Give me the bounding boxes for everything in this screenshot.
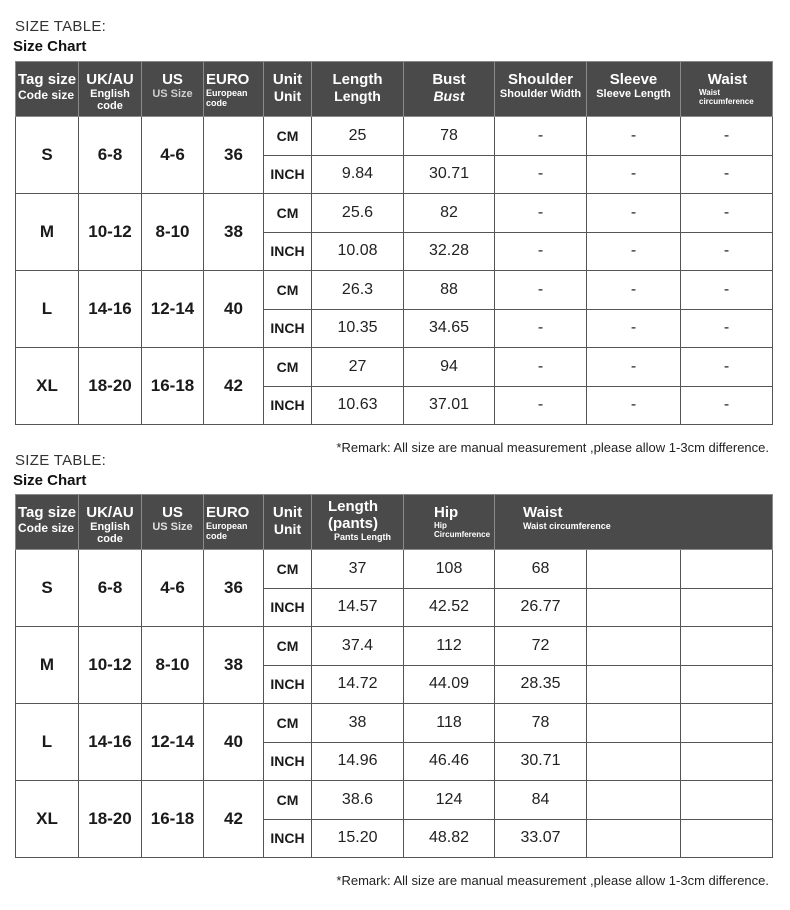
section-label: SIZE TABLE: [15, 18, 107, 35]
euro-size: 42 [204, 781, 264, 858]
header-sub: European code [206, 521, 248, 541]
header-main: Waist [707, 71, 748, 88]
header-sub: European code [206, 88, 248, 108]
measurement-cell: 44.09 [404, 665, 495, 704]
header-main: Shoulder [507, 71, 573, 88]
measurement-cell: 9.84 [312, 155, 404, 194]
table-row [16, 117, 773, 156]
measurement-cell: 42.52 [404, 588, 495, 627]
measurement-cell: 25 [312, 117, 404, 156]
measurement-cell: 112 [404, 627, 495, 666]
header-sub: Waist circumference [523, 521, 611, 531]
header-euro [204, 495, 264, 550]
measurement-cell [681, 627, 773, 666]
header-sub: Bust [433, 88, 465, 104]
header-sub: Waist circumference [699, 88, 754, 106]
measurement-cell: - [587, 232, 681, 271]
uk-au-size: 10-12 [79, 627, 142, 704]
header-length [312, 62, 404, 117]
header-main: Unit [272, 71, 303, 88]
us-size: 4-6 [142, 117, 204, 194]
measurement-cell: - [495, 348, 587, 387]
remark-note: *Remark: All size are manual measurement ,please allow 1-3cm difference. [336, 873, 769, 888]
measurement-cell: 108 [404, 550, 495, 589]
measurement-cell: 72 [495, 627, 587, 666]
header-sub: Unit [273, 521, 302, 537]
header-main: US [162, 504, 183, 521]
uk-au-size: 14-16 [79, 271, 142, 348]
unit-cm: CM [264, 117, 312, 156]
header-sub: Hip Circumference [434, 521, 491, 539]
measurement-cell: - [495, 232, 587, 271]
measurement-cell: - [681, 271, 773, 310]
unit-cm: CM [264, 271, 312, 310]
measurement-cell: 88 [404, 271, 495, 310]
measurement-cell: - [495, 194, 587, 233]
measurement-cell: 82 [404, 194, 495, 233]
header-sub: US Size [152, 521, 193, 533]
header-main: UK/AU [86, 71, 134, 88]
measurement-cell: - [587, 194, 681, 233]
measurement-cell [587, 819, 681, 858]
us-size: 4-6 [142, 550, 204, 627]
header-tag-size [16, 62, 79, 117]
unit-cm: CM [264, 550, 312, 589]
header-waist [681, 62, 773, 117]
header-sub: Sleeve Length [596, 88, 671, 100]
measurement-cell: 10.08 [312, 232, 404, 271]
size-label: L [16, 271, 79, 348]
measurement-cell: 84 [495, 781, 587, 820]
measurement-cell: 15.20 [312, 819, 404, 858]
table-row [16, 271, 773, 310]
header-us [142, 62, 204, 117]
measurement-cell: - [587, 155, 681, 194]
uk-au-size: 10-12 [79, 194, 142, 271]
section-label: SIZE TABLE: [15, 452, 107, 469]
unit-inch: INCH [264, 742, 312, 781]
measurement-cell [587, 742, 681, 781]
measurement-cell: - [495, 386, 587, 425]
header-hip [404, 495, 495, 550]
measurement-cell: 30.71 [495, 742, 587, 781]
unit-cm: CM [264, 627, 312, 666]
measurement-cell: 10.63 [312, 386, 404, 425]
header-main: Hip [434, 504, 459, 521]
size-label: XL [16, 348, 79, 425]
header-main: Length [332, 71, 383, 88]
measurement-cell: - [587, 348, 681, 387]
unit-inch: INCH [264, 386, 312, 425]
measurement-cell [681, 550, 773, 589]
measurement-cell: 118 [404, 704, 495, 743]
table-row [16, 627, 773, 666]
header-sub: Code size [18, 521, 75, 535]
header-main: US [162, 71, 183, 88]
measurement-cell [681, 588, 773, 627]
header-waist [495, 495, 773, 550]
measurement-cell: 38 [312, 704, 404, 743]
measurement-cell [681, 704, 773, 743]
measurement-cell: 28.35 [495, 665, 587, 704]
measurement-cell: - [587, 386, 681, 425]
header-main: Bust [432, 71, 466, 88]
measurement-cell [681, 819, 773, 858]
header-main: Tag size [18, 71, 77, 88]
measurement-cell: 32.28 [404, 232, 495, 271]
euro-size: 38 [204, 627, 264, 704]
unit-inch: INCH [264, 819, 312, 858]
measurement-cell: 48.82 [404, 819, 495, 858]
measurement-cell: - [681, 309, 773, 348]
measurement-cell: - [681, 117, 773, 156]
size-label: S [16, 550, 79, 627]
size-chart-title: Size Chart [13, 472, 87, 489]
measurement-cell: 38.6 [312, 781, 404, 820]
header-uk-au [79, 62, 142, 117]
table-row [16, 194, 773, 233]
header-main: Tag size [18, 504, 77, 521]
us-size: 12-14 [142, 271, 204, 348]
header-sub: Code size [18, 88, 75, 102]
size-label: M [16, 194, 79, 271]
uk-au-size: 18-20 [79, 781, 142, 858]
measurement-cell [681, 665, 773, 704]
header-main: Waist [523, 504, 563, 521]
measurement-cell: 26.3 [312, 271, 404, 310]
header-us [142, 495, 204, 550]
euro-size: 36 [204, 117, 264, 194]
uk-au-size: 14-16 [79, 704, 142, 781]
measurement-cell: 14.57 [312, 588, 404, 627]
header-main: Unit [272, 504, 303, 521]
header-unit [264, 62, 312, 117]
us-size: 16-18 [142, 348, 204, 425]
header-uk-au [79, 495, 142, 550]
unit-inch: INCH [264, 232, 312, 271]
header-sub: Length [334, 88, 381, 104]
remark-note: *Remark: All size are manual measurement ,please allow 1-3cm difference. [336, 440, 769, 455]
header-euro [204, 62, 264, 117]
measurement-cell: - [681, 386, 773, 425]
table-row [16, 704, 773, 743]
header-unit [264, 495, 312, 550]
header-sub: Unit [273, 88, 302, 104]
unit-cm: CM [264, 194, 312, 233]
measurement-cell: 34.65 [404, 309, 495, 348]
header-sub: US Size [152, 88, 193, 100]
header-sub: Pants Length [334, 532, 392, 542]
unit-cm: CM [264, 781, 312, 820]
measurement-cell [587, 665, 681, 704]
measurement-cell: 33.07 [495, 819, 587, 858]
size-label: M [16, 627, 79, 704]
measurement-cell: - [681, 194, 773, 233]
unit-inch: INCH [264, 665, 312, 704]
measurement-cell: - [681, 155, 773, 194]
bottom-size-table [15, 494, 773, 858]
uk-au-size: 6-8 [79, 117, 142, 194]
size-label: XL [16, 781, 79, 858]
measurement-cell: 124 [404, 781, 495, 820]
measurement-cell [587, 627, 681, 666]
measurement-cell: 26.77 [495, 588, 587, 627]
measurement-cell: 25.6 [312, 194, 404, 233]
us-size: 12-14 [142, 704, 204, 781]
measurement-cell: - [681, 232, 773, 271]
euro-size: 38 [204, 194, 264, 271]
measurement-cell [681, 742, 773, 781]
table-row [16, 550, 773, 589]
unit-inch: INCH [264, 309, 312, 348]
measurement-cell: 30.71 [404, 155, 495, 194]
measurement-cell: - [495, 155, 587, 194]
header-tag-size [16, 495, 79, 550]
measurement-cell: 46.46 [404, 742, 495, 781]
measurement-cell: 14.96 [312, 742, 404, 781]
header-bust [404, 62, 495, 117]
measurement-cell: 37.4 [312, 627, 404, 666]
measurement-cell: 37.01 [404, 386, 495, 425]
header-sleeve [587, 62, 681, 117]
measurement-cell [587, 588, 681, 627]
us-size: 16-18 [142, 781, 204, 858]
measurement-cell: - [587, 117, 681, 156]
measurement-cell: - [681, 348, 773, 387]
measurement-cell: - [587, 309, 681, 348]
euro-size: 36 [204, 550, 264, 627]
measurement-cell [681, 781, 773, 820]
top-size-table [15, 61, 773, 425]
header-main: UK/AU [86, 504, 134, 521]
header-main: Sleeve [609, 71, 658, 88]
header-pants-length [312, 495, 404, 550]
table-row [16, 348, 773, 387]
unit-inch: INCH [264, 588, 312, 627]
measurement-cell: - [495, 271, 587, 310]
measurement-cell: - [495, 117, 587, 156]
measurement-cell: 78 [404, 117, 495, 156]
measurement-cell [587, 781, 681, 820]
measurement-cell: 68 [495, 550, 587, 589]
table-header-row [16, 62, 773, 117]
header-main: EURO [206, 504, 250, 521]
measurement-cell: 37 [312, 550, 404, 589]
measurement-cell: 78 [495, 704, 587, 743]
table-row [16, 781, 773, 820]
euro-size: 42 [204, 348, 264, 425]
us-size: 8-10 [142, 194, 204, 271]
header-main: EURO [206, 71, 250, 88]
uk-au-size: 18-20 [79, 348, 142, 425]
euro-size: 40 [204, 271, 264, 348]
measurement-cell: 10.35 [312, 309, 404, 348]
header-shoulder [495, 62, 587, 117]
unit-cm: CM [264, 704, 312, 743]
measurement-cell: 94 [404, 348, 495, 387]
measurement-cell: 14.72 [312, 665, 404, 704]
header-sub: Shoulder Width [499, 88, 582, 100]
measurement-cell: - [587, 271, 681, 310]
measurement-cell [587, 550, 681, 589]
size-label: L [16, 704, 79, 781]
unit-cm: CM [264, 348, 312, 387]
table-header-row [16, 495, 773, 550]
uk-au-size: 6-8 [79, 550, 142, 627]
header-sub: English code [90, 88, 130, 112]
euro-size: 40 [204, 704, 264, 781]
size-label: S [16, 117, 79, 194]
size-chart-title: Size Chart [13, 38, 87, 55]
unit-inch: INCH [264, 155, 312, 194]
measurement-cell: 27 [312, 348, 404, 387]
measurement-cell [587, 704, 681, 743]
header-main: Length (pants) [328, 498, 378, 532]
measurement-cell: - [495, 309, 587, 348]
us-size: 8-10 [142, 627, 204, 704]
header-sub: English code [90, 521, 130, 545]
